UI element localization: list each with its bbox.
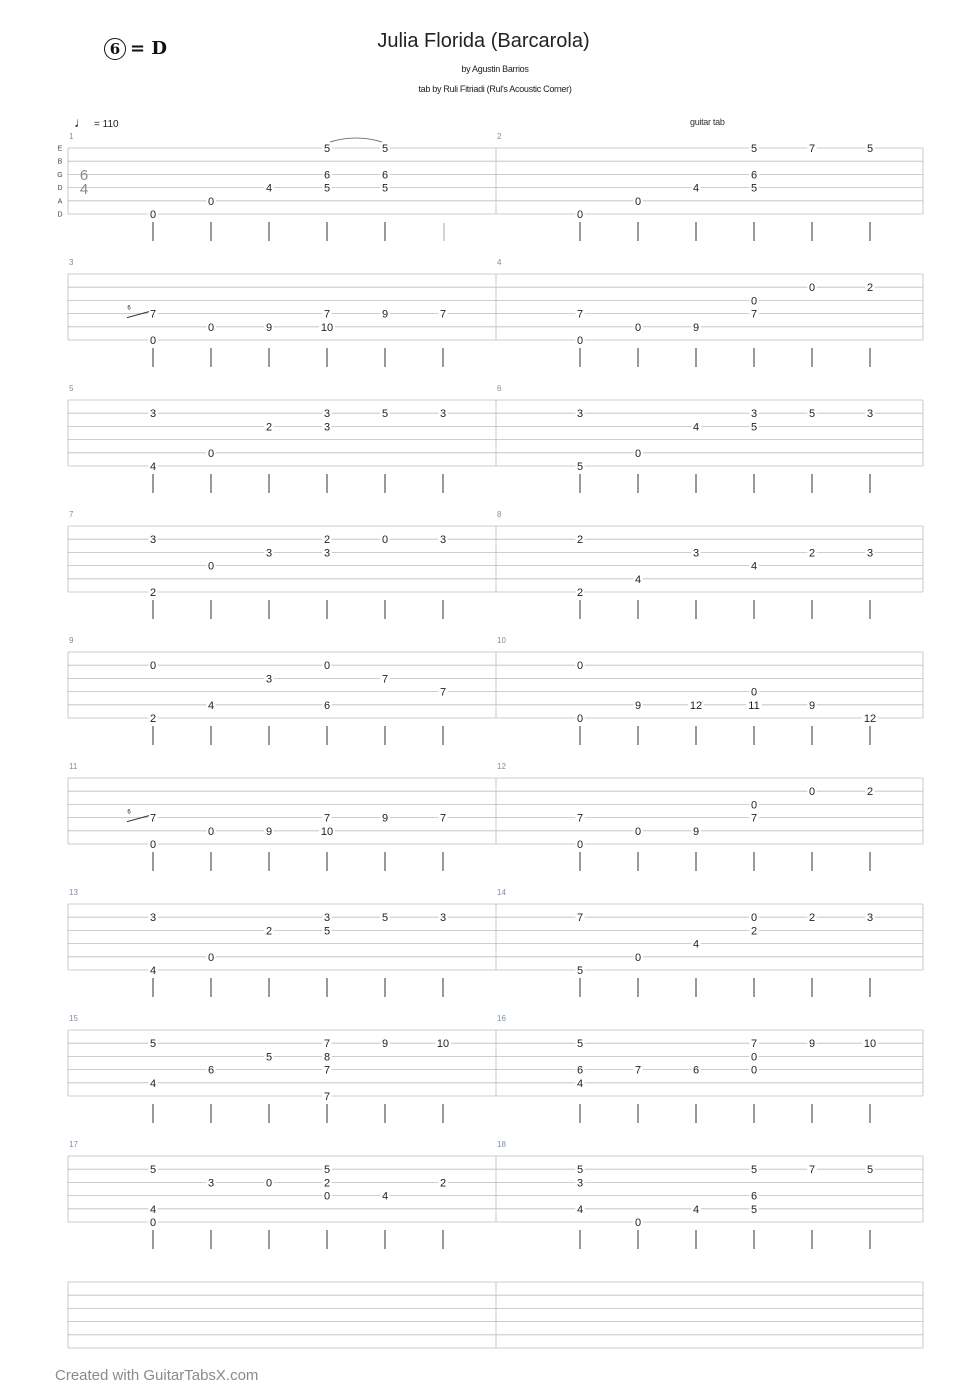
measure-number: 1 (69, 132, 74, 141)
measure-number: 15 (69, 1014, 78, 1023)
fret-number: 5 (265, 1051, 273, 1064)
fret-number: 7 (576, 812, 584, 825)
string-six-circle: 6 (104, 38, 126, 60)
fret-number: 5 (323, 182, 331, 195)
fret-number: 10 (320, 321, 334, 334)
string-label: B (57, 158, 63, 166)
measure-number: 16 (497, 1014, 506, 1023)
fret-number: 0 (750, 1064, 758, 1077)
string-label: D (57, 185, 63, 193)
fret-number: 0 (750, 295, 758, 308)
measure-number: 8 (497, 510, 502, 519)
fret-number: 4 (692, 182, 700, 195)
fret-number: 3 (439, 534, 447, 547)
fret-number: 5 (576, 1038, 584, 1051)
fret-number: 2 (750, 925, 758, 938)
fret-number: 3 (576, 1177, 584, 1190)
fret-number: 3 (439, 408, 447, 421)
fret-number: 0 (207, 447, 215, 460)
fret-number: 0 (207, 560, 215, 573)
measure-number: 10 (497, 636, 506, 645)
tempo-value: = 110 (94, 119, 119, 130)
tuning-value: = D (130, 38, 167, 59)
fret-number: 0 (265, 1177, 273, 1190)
fret-number: 0 (323, 660, 331, 673)
fret-number: 2 (866, 786, 874, 799)
quarter-note-icon: ♩ (74, 114, 88, 130)
fret-number: 0 (634, 1217, 642, 1229)
fret-number: 4 (381, 1190, 389, 1203)
fret-number: 5 (750, 421, 758, 434)
fret-number: 6 (207, 1064, 215, 1077)
fret-number: 3 (323, 408, 331, 421)
fret-number: 0 (149, 839, 157, 851)
fret-number: 10 (436, 1038, 450, 1051)
fret-number: 7 (323, 1038, 331, 1051)
fret-number: 5 (323, 925, 331, 938)
fret-number: 9 (265, 825, 273, 838)
string-label: E (57, 145, 63, 153)
fret-number: 7 (323, 812, 331, 825)
fret-number: 3 (323, 912, 331, 925)
fret-number: 12 (863, 713, 877, 725)
fret-number: 0 (808, 786, 816, 799)
fret-number: 0 (634, 951, 642, 964)
fret-number: 3 (692, 547, 700, 560)
fret-number: 4 (692, 421, 700, 434)
fret-number: 3 (750, 408, 758, 421)
fret-number: 3 (149, 408, 157, 421)
fret-number: 5 (381, 408, 389, 421)
fret-number: 0 (634, 321, 642, 334)
fret-number: 0 (750, 799, 758, 812)
fret-number: 0 (576, 335, 584, 347)
fret-number: 0 (750, 686, 758, 699)
fret-number: 11 (748, 699, 760, 712)
fret-number: 0 (149, 660, 157, 673)
fret-number: 0 (576, 209, 584, 221)
fret-number: 4 (149, 1077, 157, 1090)
fret-number: 5 (750, 143, 758, 155)
measure-number: 17 (69, 1140, 78, 1149)
fret-number: 3 (265, 673, 273, 686)
measure-number: 14 (497, 888, 506, 897)
fret-number: 7 (439, 308, 447, 321)
fret-number: 0 (576, 713, 584, 725)
fret-number: 0 (323, 1190, 331, 1203)
fret-number: 3 (207, 1177, 215, 1190)
fret-number: 0 (207, 321, 215, 334)
fret-number: 5 (323, 1164, 331, 1177)
instrument-label: guitar tab (690, 117, 725, 127)
fret-number: 9 (692, 825, 700, 838)
fret-number: 5 (750, 182, 758, 195)
fret-number: 4 (692, 938, 700, 951)
fret-number: 5 (381, 143, 389, 155)
string-label: A (57, 198, 63, 206)
fret-number: 2 (866, 282, 874, 295)
fret-number: 10 (320, 825, 334, 838)
fret-number: 4 (265, 182, 273, 195)
fret-number: 9 (265, 321, 273, 334)
composer-credit: by Agustin Barrios (461, 64, 529, 74)
fret-number: 5 (866, 143, 874, 155)
measure-number: 13 (69, 888, 78, 897)
string-label: D (57, 211, 63, 219)
fret-number: 0 (750, 1051, 758, 1064)
song-title: Julia Florida (Barcarola) (377, 30, 590, 52)
fret-number: 5 (149, 1038, 157, 1051)
slide-line (127, 312, 149, 318)
fret-number: 0 (207, 195, 215, 208)
fret-number: 3 (149, 534, 157, 547)
measure-number: 4 (497, 258, 502, 267)
measure-number: 18 (497, 1140, 506, 1149)
fret-number: 3 (866, 408, 874, 421)
fret-number: 9 (381, 812, 389, 825)
fret-number: 0 (634, 447, 642, 460)
fret-number: 3 (439, 912, 447, 925)
fret-number: 0 (149, 209, 157, 221)
tie-arc (330, 138, 382, 142)
fret-number: 4 (576, 1203, 584, 1216)
fret-number: 5 (808, 408, 816, 421)
fret-number: 7 (576, 912, 584, 925)
fret-number: 4 (207, 699, 215, 712)
fret-number: 4 (576, 1077, 584, 1090)
fret-number: 6 (692, 1064, 700, 1077)
fret-number: 5 (750, 1164, 758, 1177)
slide-line (127, 816, 149, 822)
fret-number: 9 (808, 1038, 816, 1051)
fret-number: 2 (149, 713, 157, 725)
fret-number: 3 (149, 912, 157, 925)
slide-start-fret: 6 (127, 305, 131, 312)
fret-number: 2 (323, 534, 331, 547)
string-label: G (57, 171, 63, 179)
fret-number: 2 (576, 534, 584, 547)
fret-number: 5 (866, 1164, 874, 1177)
fret-number: 4 (750, 560, 758, 573)
fret-number: 0 (207, 951, 215, 964)
time-signature-bottom: 4 (79, 181, 89, 198)
fret-number: 5 (381, 182, 389, 195)
fret-number: 7 (149, 308, 157, 321)
fret-number: 7 (439, 686, 447, 699)
slide-start-fret: 6 (127, 809, 131, 816)
fret-number: 0 (634, 825, 642, 838)
fret-number: 6 (576, 1064, 584, 1077)
fret-number: 5 (576, 1164, 584, 1177)
measure-number: 11 (69, 762, 78, 771)
fret-number: 8 (323, 1051, 331, 1064)
fret-number: 2 (323, 1177, 331, 1190)
fret-number: 0 (381, 534, 389, 547)
fret-number: 5 (381, 912, 389, 925)
fret-number: 3 (866, 912, 874, 925)
fret-number: 5 (750, 1203, 758, 1216)
footer-credit: Created with GuitarTabsX.com (55, 1367, 259, 1384)
fret-number: 6 (323, 169, 331, 182)
fret-number: 0 (207, 825, 215, 838)
fret-number: 3 (866, 547, 874, 560)
fret-number: 6 (381, 169, 389, 182)
fret-number: 3 (576, 408, 584, 421)
fret-number: 7 (323, 1091, 331, 1103)
measure-number: 9 (69, 636, 74, 645)
fret-number: 4 (149, 1203, 157, 1216)
fret-number: 0 (576, 660, 584, 673)
fret-number: 3 (323, 547, 331, 560)
fret-number: 5 (323, 143, 331, 155)
fret-number: 0 (750, 912, 758, 925)
fret-number: 7 (323, 308, 331, 321)
fret-number: 7 (149, 812, 157, 825)
fret-number: 6 (323, 699, 331, 712)
fret-number: 7 (808, 143, 816, 155)
fret-number: 7 (750, 1038, 758, 1051)
arranger-credit: tab by Ruli Fitriadi (Rul's Acoustic Corner) (418, 84, 572, 94)
measure-number: 3 (69, 258, 74, 267)
fret-number: 0 (149, 1217, 157, 1229)
fret-number: 7 (323, 1064, 331, 1077)
time-signature-top: 6 (79, 167, 89, 184)
fret-number: 7 (634, 1064, 642, 1077)
fret-number: 7 (750, 308, 758, 321)
fret-number: 6 (750, 1190, 758, 1203)
fret-number: 2 (576, 587, 584, 599)
fret-number: 6 (750, 169, 758, 182)
fret-number: 7 (808, 1164, 816, 1177)
fret-number: 7 (576, 308, 584, 321)
fret-number: 3 (265, 547, 273, 560)
fret-number: 4 (149, 965, 157, 977)
measure-number: 6 (497, 384, 502, 393)
fret-number: 5 (149, 1164, 157, 1177)
fret-number: 2 (265, 421, 273, 434)
fret-number: 9 (634, 699, 642, 712)
fret-number: 3 (323, 421, 331, 434)
measure-number: 7 (69, 510, 74, 519)
fret-number: 7 (381, 673, 389, 686)
fret-number: 9 (692, 321, 700, 334)
fret-number: 4 (634, 573, 642, 586)
fret-number: 2 (439, 1177, 447, 1190)
fret-number: 2 (265, 925, 273, 938)
fret-number: 9 (381, 1038, 389, 1051)
fret-number: 12 (689, 699, 703, 712)
fret-number: 4 (149, 461, 157, 473)
fret-number: 5 (576, 965, 584, 977)
fret-number: 7 (750, 812, 758, 825)
fret-number: 2 (808, 547, 816, 560)
fret-number: 10 (863, 1038, 877, 1051)
fret-number: 0 (149, 335, 157, 347)
fret-number: 0 (808, 282, 816, 295)
fret-number: 4 (692, 1203, 700, 1216)
fret-number: 9 (808, 699, 816, 712)
measure-number: 5 (69, 384, 74, 393)
fret-number: 0 (576, 839, 584, 851)
measure-number: 12 (497, 762, 506, 771)
fret-number: 2 (149, 587, 157, 599)
measure-number: 2 (497, 132, 502, 141)
fret-number: 7 (439, 812, 447, 825)
fret-number: 5 (576, 461, 584, 473)
fret-number: 0 (634, 195, 642, 208)
fret-number: 9 (381, 308, 389, 321)
fret-number: 2 (808, 912, 816, 925)
